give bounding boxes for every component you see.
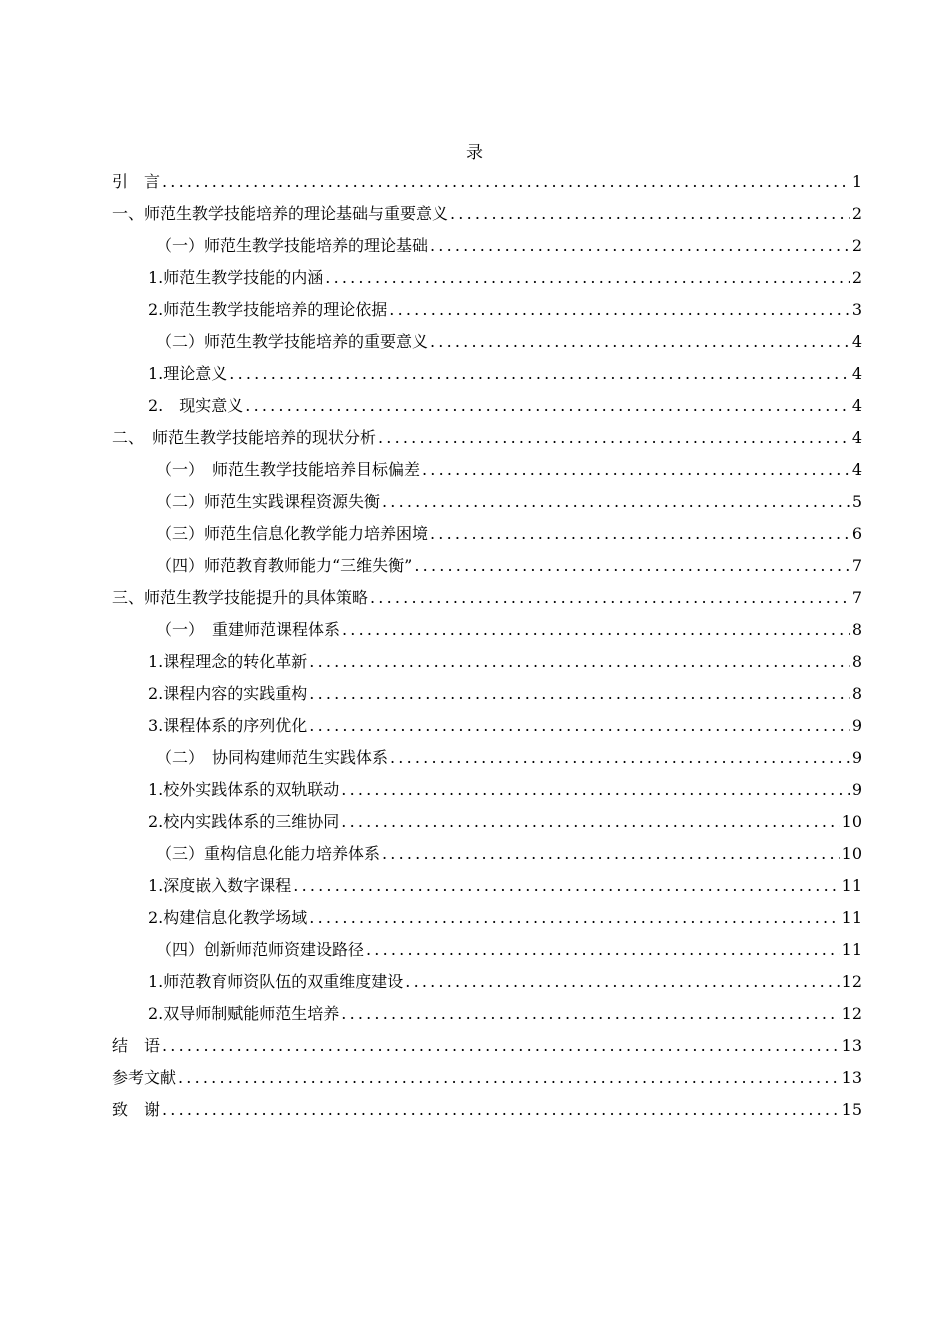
toc-leader-dots [422,454,850,486]
toc-entry[interactable] [112,934,862,966]
toc-entry-page-number: 2 [851,204,862,223]
toc-entry-page-number: 11 [841,940,862,959]
toc-entry[interactable] [112,486,862,518]
toc-entry-page-number: 2 [851,268,862,287]
toc-entry[interactable] [112,454,862,486]
toc-leader-dots [178,1062,840,1094]
toc-leader-dots [430,326,850,358]
toc-title: 录 [466,143,484,163]
toc-entry[interactable] [112,710,862,742]
toc-entry-label: 一、师范生教学技能培养的理论基础与重要意义 [112,204,449,223]
toc-entry-label: 1.师范教育师资队伍的双重维度建设 [148,972,404,991]
toc-entry-label: 2.校内实践体系的三维协同 [148,812,340,831]
toc-leader-dots [245,390,850,422]
toc-leader-dots [370,582,850,614]
toc-entry-page-number: 1 [851,172,862,191]
toc-entry-page-number: 7 [851,588,862,607]
toc-entry-label: 2.构建信息化教学场域 [148,908,308,927]
toc-entry-page-number: 4 [851,460,862,479]
table-of-contents [112,166,862,1126]
toc-entry-label: （一） 重建师范课程体系 [156,620,341,639]
toc-leader-dots [382,838,840,870]
toc-entry-page-number: 9 [851,748,862,767]
toc-leader-dots [430,518,850,550]
toc-entry-page-number: 5 [851,492,862,511]
toc-entry-page-number: 12 [841,1004,862,1023]
toc-entry-label: 1.课程理念的转化革新 [148,652,308,671]
toc-entry[interactable] [112,582,862,614]
toc-entry[interactable] [112,966,862,998]
toc-entry[interactable] [112,998,862,1030]
toc-entry[interactable] [112,166,862,198]
toc-entry-page-number: 9 [851,716,862,735]
toc-entry-label: （一） 师范生教学技能培养目标偏差 [156,460,421,479]
toc-leader-dots [405,966,839,998]
toc-entry-label: （二）师范生教学技能培养的重要意义 [156,332,429,351]
toc-entry-label: 2.师范生教学技能培养的理论依据 [148,300,388,319]
toc-entry[interactable] [112,518,862,550]
toc-leader-dots [450,198,850,230]
toc-entry-label: 1.校外实践体系的双轨联动 [148,780,340,799]
toc-entry[interactable] [112,806,862,838]
toc-entry-label: （一）师范生教学技能培养的理论基础 [156,236,429,255]
toc-entry-label: 1.深度嵌入数字课程 [148,876,292,895]
toc-entry-page-number: 10 [841,844,862,863]
toc-entry-page-number: 4 [851,332,862,351]
toc-entry[interactable] [112,678,862,710]
toc-leader-dots [325,262,850,294]
toc-leader-dots [341,806,839,838]
toc-leader-dots [378,422,850,454]
toc-entry[interactable] [112,294,862,326]
toc-entry[interactable] [112,1030,862,1062]
toc-entry-label: 结 语 [112,1036,161,1055]
toc-entry-page-number: 9 [851,780,862,799]
toc-leader-dots [341,998,839,1030]
toc-entry-page-number: 10 [841,812,862,831]
toc-entry[interactable] [112,198,862,230]
toc-entry-page-number: 11 [841,908,862,927]
toc-entry-label: 1.师范生教学技能的内涵 [148,268,324,287]
toc-entry-page-number: 4 [851,428,862,447]
toc-leader-dots [430,230,850,262]
toc-entry-page-number: 11 [841,876,862,895]
toc-entry[interactable] [112,646,862,678]
toc-leader-dots [229,358,850,390]
toc-entry[interactable] [112,1094,862,1126]
toc-entry[interactable] [112,614,862,646]
toc-entry[interactable] [112,422,862,454]
toc-entry-label: 3.课程体系的序列优化 [148,716,308,735]
toc-entry-label: 参考文献 [112,1068,177,1087]
toc-entry-page-number: 4 [851,364,862,383]
toc-entry-page-number: 2 [851,236,862,255]
toc-entry-page-number: 6 [851,524,862,543]
toc-entry-page-number: 7 [851,556,862,575]
toc-entry-label: 2.双导师制赋能师范生培养 [148,1004,340,1023]
toc-entry-label: （二）师范生实践课程资源失衡 [156,492,381,511]
toc-entry[interactable] [112,774,862,806]
toc-entry[interactable] [112,838,862,870]
toc-entry[interactable] [112,230,862,262]
toc-entry-page-number: 12 [841,972,862,991]
toc-leader-dots [389,294,850,326]
toc-entry[interactable] [112,1062,862,1094]
toc-leader-dots [162,1094,840,1126]
toc-entry-page-number: 8 [851,620,862,639]
toc-leader-dots [309,902,839,934]
toc-leader-dots [342,614,850,646]
toc-leader-dots [162,166,850,198]
toc-entry-page-number: 4 [851,396,862,415]
toc-entry-label: 引 言 [112,172,161,191]
toc-entry-label: （四）创新师范师资建设路径 [156,940,365,959]
toc-entry-label: 1.理论意义 [148,364,228,383]
toc-entry[interactable] [112,358,862,390]
toc-entry-label: （二） 协同构建师范生实践体系 [156,748,389,767]
toc-entry-label: 2.课程内容的实践重构 [148,684,308,703]
toc-leader-dots [309,678,850,710]
toc-entry-page-number: 8 [851,652,862,671]
toc-entry-label: 三、师范生教学技能提升的具体策略 [112,588,369,607]
toc-entry-label: 二、 师范生教学技能培养的现状分析 [112,428,377,447]
toc-leader-dots [341,774,850,806]
toc-entry[interactable] [112,742,862,774]
toc-entry-label: 致 谢 [112,1100,161,1119]
toc-entry[interactable] [112,870,862,902]
toc-leader-dots [382,486,850,518]
toc-entry[interactable] [112,326,862,358]
toc-entry-label: （四）师范教育教师能力“三维失衡” [156,556,413,575]
toc-entry-page-number: 3 [851,300,862,319]
toc-entry-label: （三）重构信息化能力培养体系 [156,844,381,863]
toc-leader-dots [162,1030,840,1062]
toc-leader-dots [293,870,839,902]
toc-entry-page-number: 13 [841,1036,862,1055]
toc-entry-label: （三）师范生信息化教学能力培养困境 [156,524,429,543]
toc-leader-dots [366,934,840,966]
toc-entry-page-number: 8 [851,684,862,703]
toc-entry[interactable] [112,902,862,934]
toc-entry[interactable] [112,550,862,582]
toc-entry-page-number: 15 [841,1100,862,1119]
toc-entry-label: 2. 现实意义 [148,396,244,415]
toc-entry[interactable] [112,262,862,294]
toc-leader-dots [414,550,849,582]
toc-leader-dots [309,710,850,742]
toc-entry-page-number: 13 [841,1068,862,1087]
toc-leader-dots [309,646,850,678]
toc-entry[interactable] [112,390,862,422]
toc-leader-dots [390,742,850,774]
